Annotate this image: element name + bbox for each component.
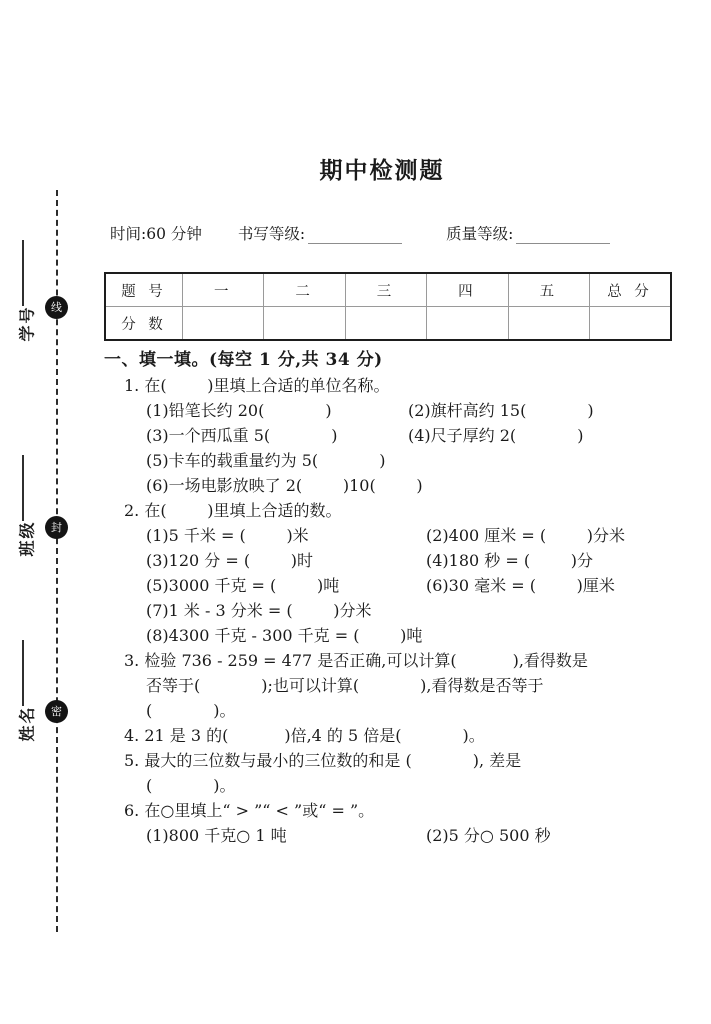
page-title: 期中检测题: [319, 157, 445, 184]
question-2-item-1[interactable]: (1)5 千米 = ( )米: [146, 526, 309, 545]
question-4: [104, 728, 704, 744]
question-2-row-1: [124, 528, 704, 544]
question-1-row-1: [124, 403, 704, 419]
question-6-row-1: [124, 828, 704, 844]
question-1-stem: 1. 在( )里填上合适的单位名称。: [124, 376, 390, 395]
seal-badge-seal: 封: [45, 516, 68, 539]
column-header-1: 一: [183, 273, 264, 307]
column-header-4: 四: [427, 273, 508, 307]
question-1-item-6[interactable]: (6)一场电影放映了 2( )10( ): [146, 476, 423, 495]
question-1-row-2: [124, 428, 704, 444]
section-heading-one: 一、填一填。(每空 1 分,共 34 分): [104, 350, 383, 370]
column-header-3: 三: [345, 273, 426, 307]
questions-body: [104, 352, 704, 853]
question-2: [104, 503, 704, 644]
writing-grade-label: 书写等级:: [237, 225, 306, 243]
question-3-line-3[interactable]: ( )。: [146, 701, 236, 720]
question-2-item-6[interactable]: (6)30 毫米 = ( )厘米: [426, 576, 615, 595]
question-2-row-3: [124, 578, 704, 594]
question-6-stem: 6. 在○里填上“ > ”“ < ”或“ = ”。: [124, 801, 375, 820]
question-2-item-7[interactable]: (7)1 米 - 3 分米 = ( )分米: [146, 601, 372, 620]
column-header-2: 二: [264, 273, 345, 307]
question-3-line-2[interactable]: 否等于( );也可以计算( ),看得数是否等于: [146, 676, 544, 695]
exam-meta-row: [110, 222, 690, 244]
seal-badge-secret: 密: [45, 700, 68, 723]
table-row-question-numbers: [105, 273, 671, 307]
question-6-item-2[interactable]: (2)5 分○ 500 秒: [426, 826, 551, 845]
question-2-item-8[interactable]: (8)4300 千克 - 300 千克 = ( )吨: [146, 626, 423, 645]
question-1-item-1[interactable]: (1)铅笔长约 20( ): [146, 401, 332, 420]
question-1-item-4[interactable]: (4)尺子厚约 2( ): [408, 426, 584, 445]
question-2-stem: 2. 在( )里填上合适的数。: [124, 501, 342, 520]
seal-line-column: [0, 0, 92, 1024]
seal-field-label: 班级: [17, 520, 37, 557]
column-header-5: 五: [508, 273, 589, 307]
writing-grade-field[interactable]: [238, 222, 402, 244]
score-cell-total[interactable]: [590, 307, 671, 341]
question-2-item-3[interactable]: (3)120 分 = ( )时: [146, 551, 314, 570]
question-6: [104, 803, 704, 844]
question-6-item-1[interactable]: (1)800 千克○ 1 吨: [146, 826, 287, 845]
score-cell-1[interactable]: [183, 307, 264, 341]
row-label-score: 分 数: [105, 307, 183, 341]
question-5-line-2[interactable]: ( )。: [146, 776, 236, 795]
column-header-total: 总 分: [590, 273, 671, 307]
quality-grade-field[interactable]: [446, 222, 610, 244]
quality-grade-blank[interactable]: [516, 229, 610, 244]
score-cell-5[interactable]: [508, 307, 589, 341]
question-3-line-1[interactable]: 3. 检验 736 - 259 = 477 是否正确,可以计算( ),看得数是: [124, 651, 588, 670]
question-5-line-1[interactable]: 5. 最大的三位数与最小的三位数的和是 ( ), 差是: [124, 751, 522, 770]
exam-duration: 时间:60 分钟: [110, 225, 202, 243]
question-1: [104, 378, 704, 494]
question-2-item-4[interactable]: (4)180 秒 = ( )分: [426, 551, 594, 570]
question-1-item-3[interactable]: (3)一个西瓜重 5( ): [146, 426, 338, 445]
table-row-scores: [105, 307, 671, 341]
question-4-line-1[interactable]: 4. 21 是 3 的( )倍,4 的 5 倍是( )。: [124, 726, 485, 745]
question-2-row-2: [124, 553, 704, 569]
question-1-item-2[interactable]: (2)旗杆高约 15( ): [408, 401, 594, 420]
writing-grade-blank[interactable]: [308, 229, 402, 244]
score-cell-2[interactable]: [264, 307, 345, 341]
question-3: [104, 653, 704, 719]
question-1-item-5[interactable]: (5)卡车的载重量约为 5( ): [146, 451, 386, 470]
question-2-item-5[interactable]: (5)3000 千克 = ( )吨: [146, 576, 340, 595]
row-label-question-number: 题 号: [105, 273, 183, 307]
seal-field-label: 姓名: [17, 705, 37, 742]
seal-badge-line: 线: [45, 296, 68, 319]
quality-grade-label: 质量等级:: [446, 225, 514, 243]
score-table: [104, 272, 672, 341]
question-5: [104, 753, 704, 794]
question-2-item-2[interactable]: (2)400 厘米 = ( )分米: [426, 526, 626, 545]
seal-field-label: 学号: [17, 305, 37, 342]
exam-sheet: [92, 0, 711, 1024]
score-cell-3[interactable]: [345, 307, 426, 341]
score-cell-4[interactable]: [427, 307, 508, 341]
